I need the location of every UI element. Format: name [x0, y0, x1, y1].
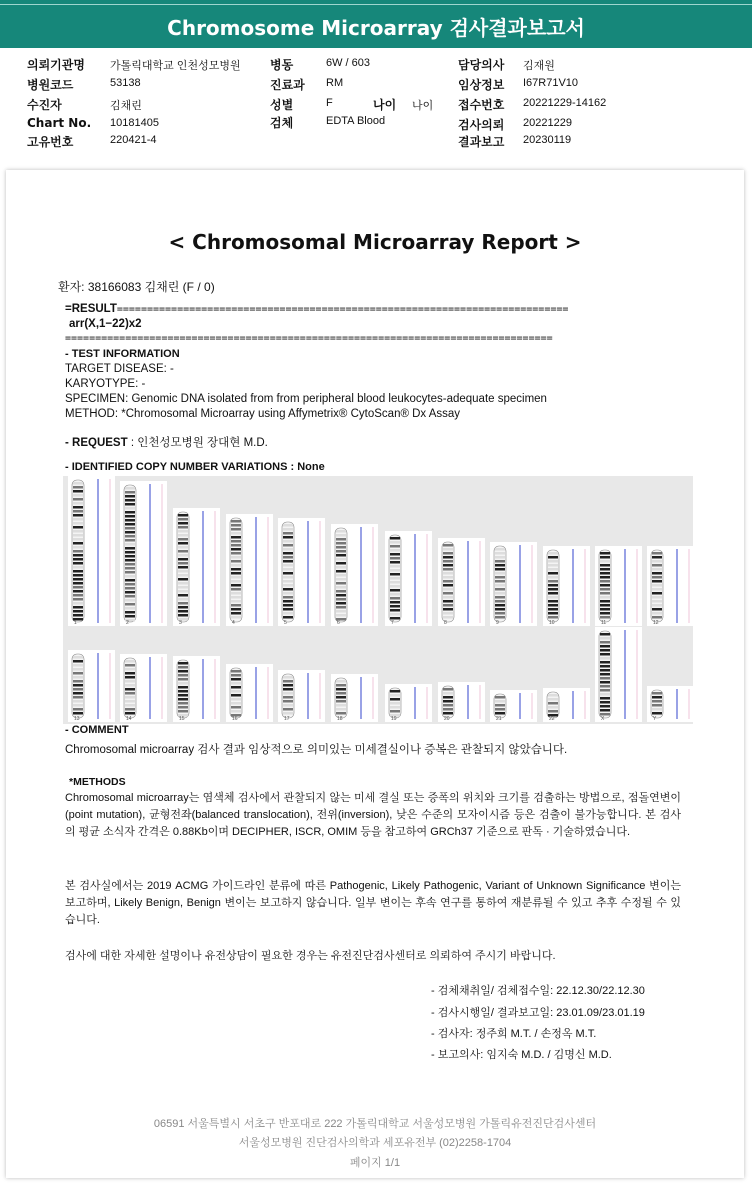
label-doctor: 담당의사: [458, 58, 505, 72]
chromosome-label: 7: [391, 620, 394, 626]
patient-line: 환자: 38166083 김채린 (F / 0): [58, 280, 215, 294]
methods-heading: *METHODS: [69, 776, 126, 788]
report-header-title: Chromosome Microarray 검사결과보고서: [167, 16, 585, 40]
value-sex: F: [326, 97, 333, 109]
chromosome-8: [438, 538, 485, 626]
footer-address: 06591 서울특별시 서초구 반포대로 222 가톨릭대학교 서울성모병원 가톨릭유전진단검사센터: [153, 1118, 597, 1130]
label-specimen: 검체: [270, 116, 294, 130]
chromosome-label: 5: [284, 620, 287, 626]
chromosome-17: [278, 670, 325, 722]
label-sex: 성별: [270, 98, 294, 112]
chromosome-label: 22: [549, 716, 555, 722]
chromosome-label: Y: [653, 716, 657, 722]
label-hospital-code: 병원코드: [27, 78, 74, 92]
chromosome-label: X: [601, 716, 605, 722]
chromosome-9: [490, 542, 537, 626]
chromosome-11: [595, 546, 642, 626]
chromosome-1: [68, 476, 115, 626]
chromosome-label: 8: [444, 620, 447, 626]
patient-info-block: [0, 54, 752, 150]
result-separator-top: ===========================================================================: [116, 304, 569, 315]
chromosome-label: 17: [284, 716, 290, 722]
karyotype: KARYOTYPE: -: [65, 378, 146, 390]
report-header-bar: [0, 0, 752, 48]
label-age: 나이: [373, 98, 397, 112]
label-report-date: 결과보고: [458, 135, 505, 149]
chromosome-label: 11: [601, 620, 607, 626]
chromosome-5: [278, 518, 325, 626]
label-patient-name: 수진자: [27, 98, 62, 112]
value-ward: 6W / 603: [326, 57, 371, 69]
chromosome-10: [543, 546, 590, 626]
chromosome-12: [647, 546, 693, 626]
chromosome-21: [490, 690, 537, 722]
label-request-date: 검사의뢰: [458, 118, 505, 132]
value-department: RM: [326, 77, 344, 89]
chromosome-label: 9: [496, 620, 499, 626]
chromosome-label: 4: [232, 620, 235, 626]
chromosome-20: [438, 682, 485, 722]
value-unique-no: 220421-4: [110, 134, 157, 146]
value-doctor: 김재원: [523, 60, 555, 72]
result-value: arr(X,1−22)x2: [69, 318, 142, 330]
chromosome-14: [120, 654, 167, 722]
result-separator-bottom: =================================================================================: [65, 333, 553, 344]
footer-department: 서울성모병원 진단검사의학과 세포유전부 (02)2258-1704: [238, 1137, 512, 1149]
cnv-heading: - IDENTIFIED COPY NUMBER VARIATIONS : None: [65, 461, 325, 473]
value-clinical-info: I67R71V10: [523, 77, 579, 89]
request-line: [65, 434, 268, 450]
label-unique-no: 고유번호: [27, 135, 74, 149]
label-requesting-institution: 의뢰기관명: [27, 58, 85, 72]
chromosome-label: 21: [496, 716, 502, 722]
header-accent-line: [0, 4, 752, 5]
chromosome-13: [68, 650, 115, 722]
chromosome-label: 12: [653, 620, 659, 626]
value-hospital-code: 53138: [110, 77, 141, 89]
value-age: 나이: [412, 100, 434, 112]
chromosome-3: [173, 508, 220, 626]
footer-page-number: 페이지 1/1: [349, 1157, 401, 1169]
karyogram-panel: [63, 476, 693, 724]
sign-line-technician: - 검사자: 정주희 M.T. / 손정옥 M.T.: [431, 1028, 597, 1040]
label-ward: 병동: [270, 58, 294, 72]
chromosome-label: 2: [126, 620, 129, 626]
chromosome-label: 16: [232, 716, 238, 722]
label-chart-no: Chart No.: [27, 116, 92, 130]
chromosome-22: [543, 688, 590, 722]
chromosome-16: [226, 664, 273, 722]
value-chart-no: 10181405: [110, 117, 159, 129]
result-label: =RESULT: [65, 303, 117, 315]
label-department: 진료과: [270, 78, 305, 92]
chromosome-label: 13: [74, 716, 80, 722]
chromosome-6: [331, 524, 378, 626]
karyogram-svg: [63, 476, 693, 724]
report-title: < Chromosomal Microarray Report >: [168, 230, 582, 254]
chromosome-label: 3: [179, 620, 182, 626]
sign-line-test-date: - 검사시행일/ 결과보고일: 23.01.09/23.01.19: [431, 1007, 645, 1019]
method: METHOD: *Chromosomal Microarray using Affymetrix® CytoScan® Dx Assay: [65, 408, 461, 420]
target-disease: TARGET DISEASE: -: [65, 363, 174, 375]
comment-text: Chromosomal microarray 검사 결과 임상적으로 의미있는 미세결실이나 증복은 관찰되지 않았습니다.: [65, 744, 568, 756]
value-requesting-institution: 가톨릭대학교 인천성모병원: [110, 60, 241, 72]
methods-paragraph-2: 본 검사실에서는 2019 ACMG 가이드라인 분류에 따른 Pathogenic, Likely Pathogenic, Variant of Unknown Significance 변이는 보고하며, Likely Benign, Benign 변이는 보고하지 않습니다. 일부 변이는 후속 연구를 통하여 재분류될 수 있고 추후 수정될 수 있습니다.: [65, 880, 681, 926]
value-report-date: 20230119: [523, 134, 572, 146]
chromosome-label: 18: [337, 716, 343, 722]
chromosome-4: [226, 514, 273, 626]
chromosome-label: 14: [126, 716, 132, 722]
label-accession-no: 접수번호: [458, 98, 505, 112]
test-info-heading: - TEST INFORMATION: [65, 348, 180, 360]
value-specimen: EDTA Blood: [326, 115, 386, 127]
chromosome-7: [385, 531, 432, 626]
chromosome-18: [331, 674, 378, 722]
chromosome-label: 15: [179, 716, 185, 722]
chromosome-X: [595, 627, 642, 722]
sign-line-collection: - 검체채취일/ 검체접수일: 22.12.30/22.12.30: [431, 985, 645, 997]
methods-paragraph-1: Chromosomal microarray는 염색체 검사에서 관찰되지 않는 미세 결실 또는 증폭의 위치와 크기를 검출하는 방법으로, 점돌연변이(point mutation), 균형전좌(balanced translocation), 전위(inversion), 낮은 수준의 모자이시즘 등은 검출이 불가능합니다. 본 검사의 평균 소식자 간격은 0.88Kb이며 DECIPHER, ISCR, OMIM 등을 참고하여 GRCh37 기준으로 판독 · 기술하였습니다.: [65, 792, 681, 838]
request-label: - REQUEST: [65, 437, 128, 449]
value-request-date: 20221229: [523, 117, 572, 129]
specimen: SPECIMEN: Genomic DNA isolated from from peripheral blood leukocytes-adequate specimen: [65, 393, 547, 405]
methods-paragraph-3: 검사에 대한 자세한 설명이나 유전상담이 필요한 경우는 유전진단검사센터로 의뢰하여 주시기 바랍니다.: [65, 950, 556, 962]
comment-heading: - COMMENT: [65, 724, 129, 736]
chromosome-label: 10: [549, 620, 555, 626]
chromosome-label: 1: [74, 620, 77, 626]
chromosome-Y: [647, 686, 693, 722]
chromosome-label: 20: [444, 716, 450, 722]
chromosome-15: [173, 656, 220, 722]
chromosome-label: 6: [337, 620, 340, 626]
chromosome-2: [120, 481, 167, 626]
chromosome-19: [385, 684, 432, 722]
sign-line-physician: - 보고의사: 임지숙 M.D. / 김명신 M.D.: [431, 1049, 612, 1061]
label-clinical-info: 임상정보: [458, 78, 505, 92]
value-patient-name: 김채린: [110, 100, 142, 112]
request-value: : 인천성모병원 장대현 M.D.: [127, 437, 268, 449]
chromosome-label: 19: [391, 716, 397, 722]
report-page: [6, 170, 744, 1178]
result-block: [65, 303, 568, 315]
value-accession-no: 20221229-14162: [523, 97, 607, 109]
